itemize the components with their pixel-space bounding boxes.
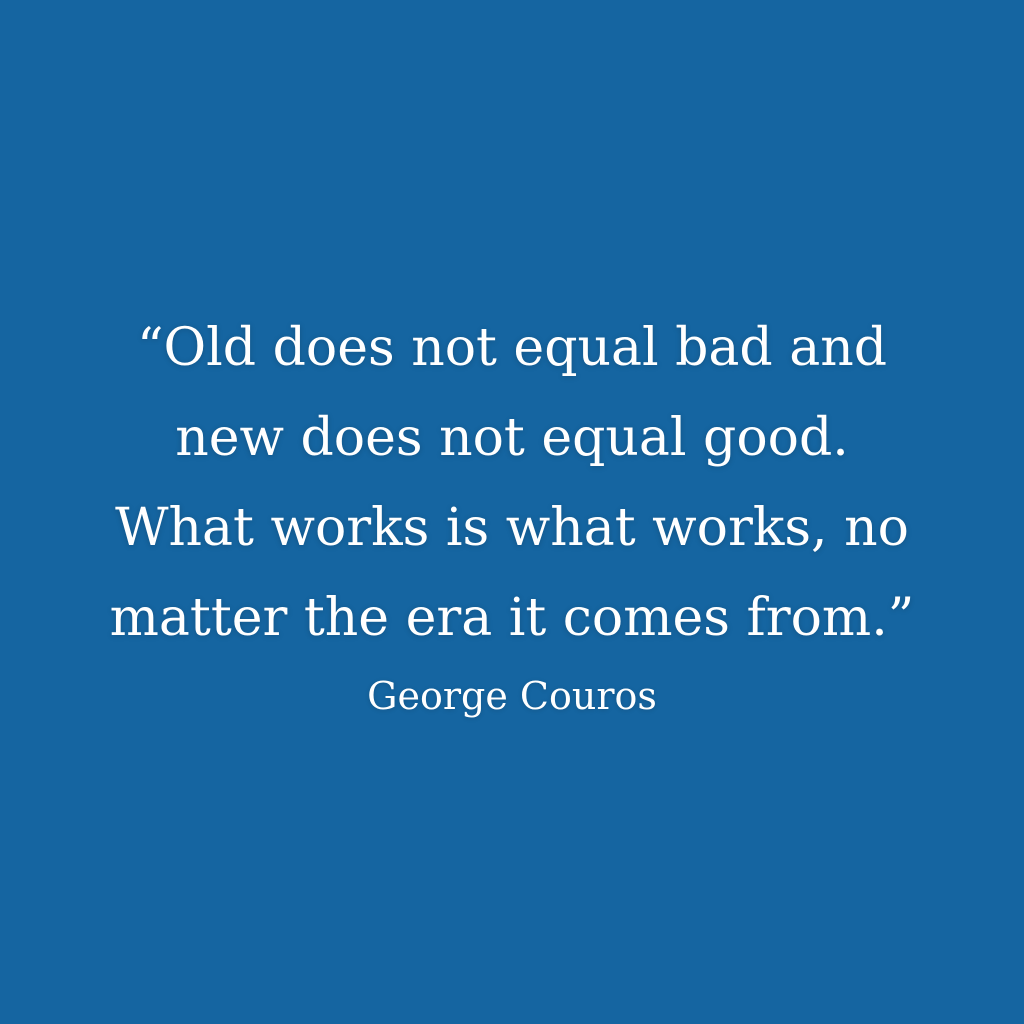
quote-text bbox=[0, 303, 1024, 663]
quote-author: George Couros bbox=[367, 674, 657, 718]
quote-line-3: What works is what works, no bbox=[115, 498, 909, 558]
quote-line-1: “Old does not equal bad and bbox=[136, 318, 888, 378]
quote-line-2: new does not equal good. bbox=[175, 408, 849, 468]
quote-line-4: matter the era it comes from.” bbox=[109, 588, 915, 648]
